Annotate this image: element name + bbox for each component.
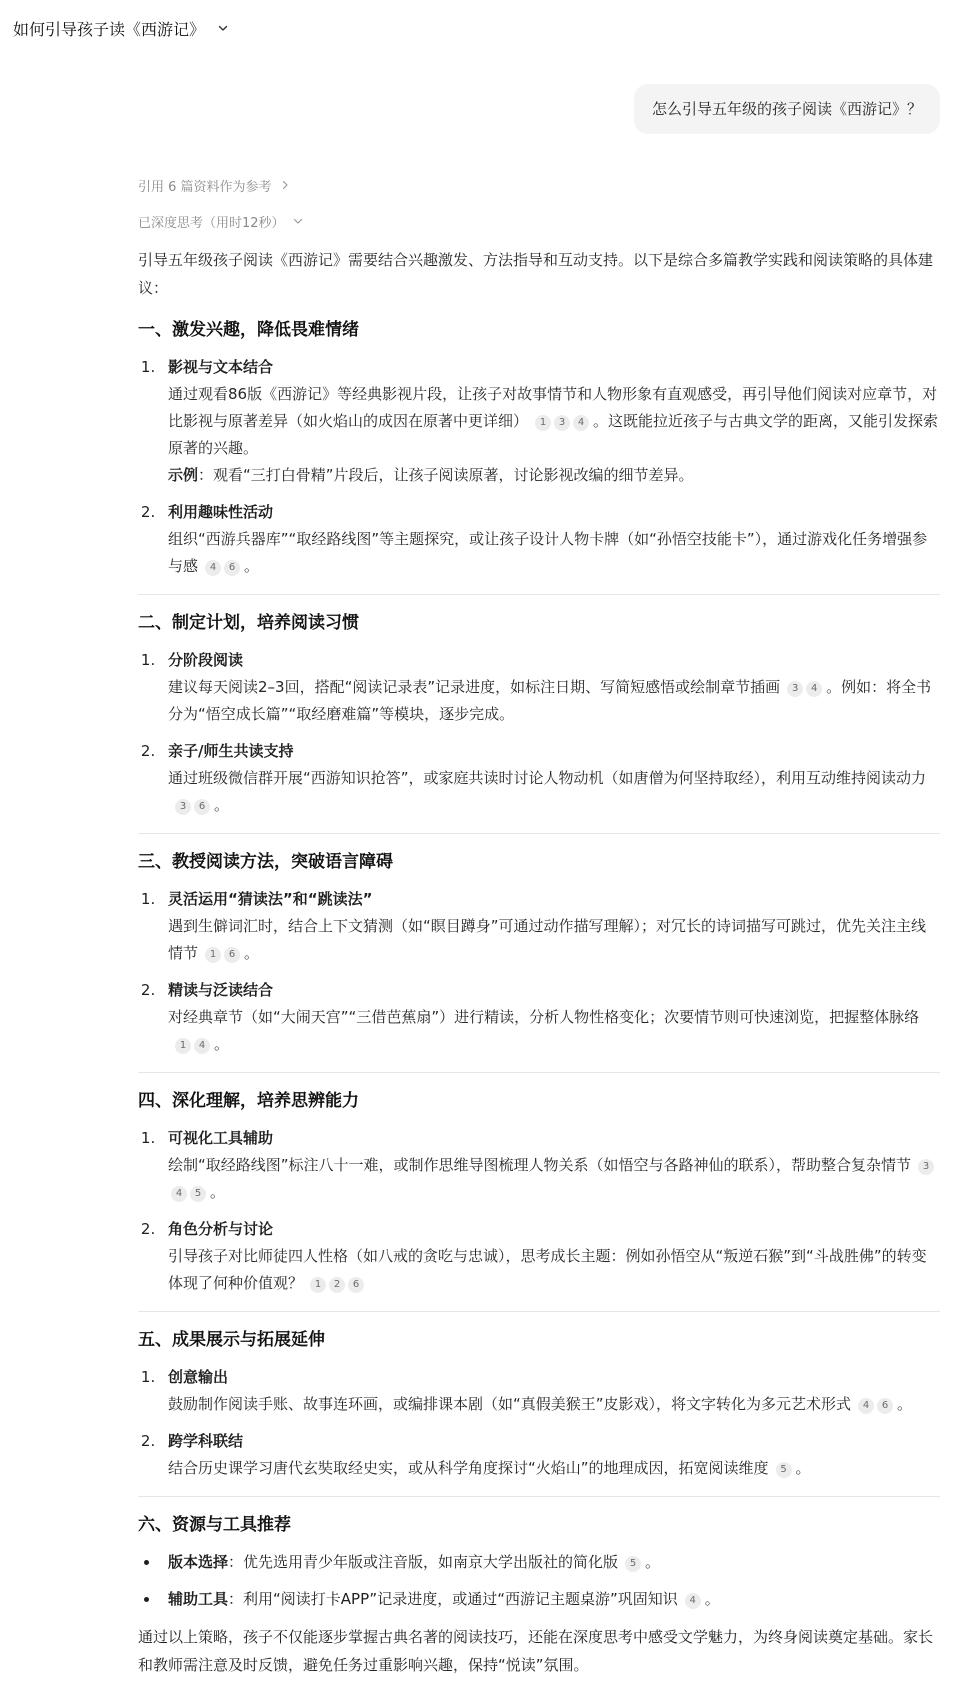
chevron-down-icon [293, 216, 303, 226]
citation-group [855, 1395, 893, 1413]
item-body [168, 526, 940, 580]
citation-badge[interactable]: 3 [554, 415, 570, 431]
item-title: 1. 可视化工具辅助 [168, 1129, 274, 1147]
bullet-text-after: 。 [645, 1553, 661, 1571]
item-text: 遇到生僻词汇时，结合上下文猜测（如“瞑目蹲身”可通过动作描写理解）；对冗长的诗词描写可跳过，优先关注主线情节 [168, 917, 927, 962]
list-item [160, 738, 940, 819]
citation-badge[interactable]: 4 [194, 1038, 210, 1054]
section-list [138, 1125, 940, 1297]
references-label: 引用 6 篇资料作为参考 [138, 179, 272, 195]
section-divider [138, 833, 940, 834]
conversation-title-dropdown[interactable] [13, 14, 229, 42]
item-text-after: 。 [244, 944, 260, 962]
citation-badge[interactable]: 4 [685, 1593, 701, 1609]
citation-badge[interactable]: 1 [175, 1038, 191, 1054]
citation-badge[interactable]: 3 [787, 681, 803, 697]
citation-badge[interactable]: 4 [806, 681, 822, 697]
answer-intro: 引导五年级孩子阅读《西游记》需要结合兴趣激发、方法指导和互动支持。以下是综合多篇教学实践和阅读策略的具体建议： [138, 251, 934, 297]
item-body [168, 1152, 940, 1206]
citation-group [532, 412, 589, 430]
list-item [160, 1428, 940, 1482]
citation-badge[interactable]: 1 [310, 1277, 326, 1293]
section-heading: 一、激发兴趣，降低畏难情绪 [138, 320, 359, 340]
item-body [168, 1243, 940, 1297]
item-title: 1. 创意输出 [168, 1368, 229, 1386]
section-divider [138, 1496, 940, 1497]
citation-badge[interactable]: 5 [776, 1462, 792, 1478]
citation-badge[interactable]: 6 [224, 560, 240, 576]
citation-group [172, 796, 210, 814]
conversation-title: 如何引导孩子读《西游记》 [13, 19, 206, 39]
answer-outro: 通过以上策略，孩子不仅能逐步掌握古典名著的阅读技巧，还能在深度思考中感受文学魅力，为终身阅读奠定基础。家长和教师需注意及时反馈，避免任务过重影响兴趣，保持“悦读”氛围。 [138, 1628, 934, 1674]
answer-sections [138, 316, 940, 1497]
user-message-bubble: 怎么引导五年级的孩子阅读《西游记》？ [634, 84, 940, 134]
item-text-after: 。 [244, 557, 260, 575]
item-title: 2. 精读与泛读结合 [168, 981, 274, 999]
bullet-label: 辅助工具 [168, 1590, 229, 1608]
citation-badge[interactable]: 4 [205, 560, 221, 576]
citation-badge[interactable]: 2 [329, 1277, 345, 1293]
section-divider [138, 594, 940, 595]
section-list [138, 886, 940, 1058]
item-body [168, 765, 940, 819]
list-item [160, 1364, 940, 1418]
references-toggle[interactable] [138, 170, 940, 200]
citation-group [202, 557, 240, 575]
item-body [168, 1391, 940, 1418]
section-list [138, 354, 940, 580]
citation-badge[interactable]: 6 [194, 799, 210, 815]
citation-badge[interactable]: 5 [625, 1556, 641, 1572]
deep-thinking-label: 已深度思考（用时12秒） [138, 215, 285, 231]
citation-badge[interactable]: 1 [205, 947, 221, 963]
citation-badge[interactable]: 6 [877, 1398, 893, 1414]
item-body [168, 381, 940, 462]
citation-badge[interactable]: 4 [858, 1398, 874, 1414]
citation-group [784, 678, 822, 696]
citation-badge[interactable]: 1 [535, 415, 551, 431]
item-title: 2. 跨学科联结 [168, 1432, 244, 1450]
item-title: 2. 亲子/师生共读支持 [168, 742, 294, 760]
item-text-after: 。 [214, 1035, 230, 1053]
list-item [160, 1216, 940, 1297]
citation-badge[interactable]: 3 [175, 799, 191, 815]
section-heading: 二、制定计划，培养阅读习惯 [138, 613, 359, 633]
bullet-text-after: 。 [704, 1590, 720, 1608]
citation-group [773, 1459, 792, 1477]
list-item [160, 1125, 940, 1206]
example-text: ：观看“三打白骨精”片段后，让孩子阅读原著，讨论影视改编的细节差异。 [198, 466, 694, 484]
section-heading: 六、资源与工具推荐 [138, 1515, 291, 1535]
item-title: 1. 灵活运用“猜读法”和“跳读法” [168, 890, 373, 908]
citation-badge[interactable]: 6 [224, 947, 240, 963]
section-list [138, 1364, 940, 1482]
item-title: 1. 分阶段阅读 [168, 651, 244, 669]
citation-badge[interactable]: 4 [573, 415, 589, 431]
list-item [160, 647, 940, 728]
item-text: 绘制“取经路线图”标注八十一难，或制作思维导图梳理人物关系（如悟空与各路神仙的联系），帮助整合复杂情节 [168, 1156, 912, 1174]
item-text-after: 。 [897, 1395, 913, 1413]
item-text: 组织“西游兵器库”“取经路线图”等主题探究，或让孩子设计人物卡牌（如“孙悟空技能卡”），通过游戏化任务增强参与感 [168, 530, 928, 575]
section-divider [138, 1072, 940, 1073]
citation-badge[interactable]: 5 [190, 1186, 206, 1202]
assistant-answer [138, 170, 940, 1679]
bullet-item [160, 1549, 940, 1576]
section-divider [138, 1311, 940, 1312]
item-title: 2. 角色分析与讨论 [168, 1220, 274, 1238]
citation-badge[interactable]: 3 [918, 1159, 934, 1175]
example-line [168, 462, 940, 489]
citation-group [307, 1274, 364, 1292]
list-item [160, 499, 940, 580]
citation-group [622, 1553, 641, 1571]
item-text-after: 。例如：将全书分为“悟空成长篇”“取经磨难篇”等模块，逐步完成。 [168, 678, 932, 723]
list-item [160, 886, 940, 967]
bullet-label: 版本选择 [168, 1553, 229, 1571]
item-text: 引导孩子对比师徒四人性格（如八戒的贪吃与忠诚），思考成长主题：例如孙悟空从“叛逆石猴”到“斗战胜佛”的转变体现了何种价值观？ [168, 1247, 927, 1292]
example-label: 示例 [168, 466, 199, 484]
chevron-right-icon [280, 180, 290, 190]
section-heading: 四、深化理解，培养思辨能力 [138, 1091, 359, 1111]
citation-group [682, 1590, 701, 1608]
item-body [168, 1455, 940, 1482]
item-text-after: 。这既能拉近孩子与古典文学的距离，又能引发探索原著的兴趣。 [168, 412, 939, 457]
list-item [160, 354, 940, 489]
item-title: 1. 影视与文本结合 [168, 358, 274, 376]
chevron-down-icon [217, 22, 229, 34]
section-heading: 三、教授阅读方法，突破语言障碍 [138, 852, 393, 872]
item-text: 建议每天阅读2–3回，搭配“阅读记录表”记录进度，如标注日期、写简短感悟或绘制章节插画 [168, 678, 781, 696]
item-title: 2. 利用趣味性活动 [168, 503, 274, 521]
resource-list [138, 1549, 940, 1613]
bullet-text: ：利用“阅读打卡APP”记录进度，或通过“西游记主题桌游”巩固知识 [228, 1590, 678, 1608]
item-text-after: 。 [795, 1459, 811, 1477]
section-heading: 五、成果展示与拓展延伸 [138, 1330, 325, 1350]
citation-badge[interactable]: 6 [348, 1277, 364, 1293]
item-text: 对经典章节（如“大闹天宫”“三借芭蕉扇”）进行精读，分析人物性格变化；次要情节则可快速浏览，把握整体脉络 [168, 1008, 920, 1026]
deep-thinking-toggle[interactable] [138, 206, 940, 236]
item-text: 结合历史课学习唐代玄奘取经史实，或从科学角度探讨“火焰山”的地理成因，拓宽阅读维度 [168, 1459, 769, 1477]
bullet-text: ：优先选用青少年版或注音版，如南京大学出版社的简化版 [228, 1553, 619, 1571]
citation-group [202, 944, 240, 962]
citation-group [172, 1035, 210, 1053]
item-body [168, 1004, 940, 1058]
item-text: 通过观看86版《西游记》等经典影视片段，让孩子对故事情节和人物形象有直观感受，再引导他们阅读对应章节，对比影视与原著差异（如火焰山的成因在原著中更详细） [168, 385, 938, 430]
bullet-item [160, 1586, 940, 1613]
citation-badge[interactable]: 4 [171, 1186, 187, 1202]
item-body [168, 674, 940, 728]
item-body [168, 913, 940, 967]
item-text-after: 。 [214, 796, 230, 814]
item-text-after: 。 [210, 1183, 226, 1201]
section-list [138, 647, 940, 819]
list-item [160, 977, 940, 1058]
item-text: 通过班级微信群开展“西游知识抢答”，或家庭共读时讨论人物动机（如唐僧为何坚持取经），利用互动维持阅读动力 [168, 769, 927, 787]
item-text: 鼓励制作阅读手账、故事连环画，或编排课本剧（如“真假美猴王”皮影戏），将文字转化为多元艺术形式 [168, 1395, 852, 1413]
